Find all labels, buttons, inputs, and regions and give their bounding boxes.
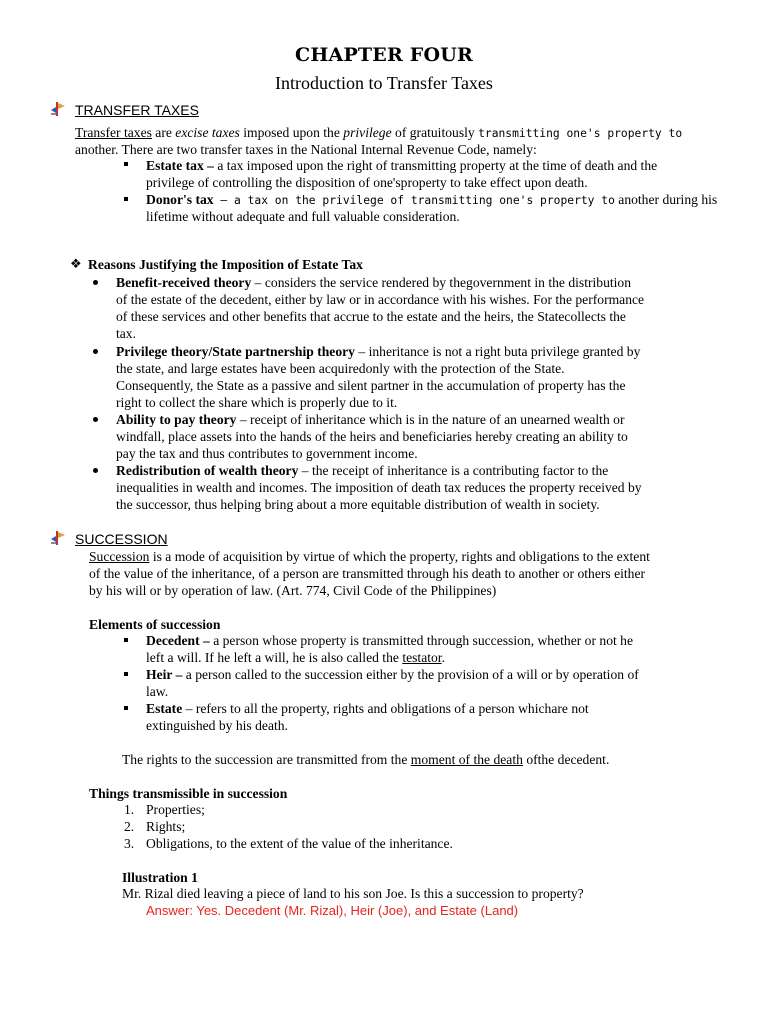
round-bullet-icon — [93, 349, 98, 354]
illustration-heading: Illustration 1 — [122, 870, 198, 885]
donors-tax-line1 — [146, 191, 717, 209]
list-number: 3. — [124, 836, 135, 851]
estate-line2: extinguished by his death. — [146, 718, 288, 733]
elements-heading: Elements of succession — [89, 617, 221, 632]
section-heading-transfer-taxes: TRANSFER TAXES — [75, 102, 199, 118]
term-succession: Succession — [89, 549, 150, 564]
intro-text-mono: transmitting one's property to — [478, 127, 683, 140]
succession-def-line1 — [89, 548, 650, 565]
reason-text: – receipt of inheritance which is in the nature of an unearned wealth or — [236, 412, 625, 427]
transfer-taxes-intro-line1 — [75, 124, 682, 142]
intro-text: imposed upon the — [239, 125, 344, 140]
section-heading-succession: SUCCESSION — [75, 531, 168, 547]
list-number: 1. — [124, 802, 135, 817]
square-bullet-icon — [124, 638, 128, 642]
reasons-heading: Reasons Justifying the Imposition of Estate Tax — [88, 257, 363, 272]
things-item-3 — [124, 835, 453, 852]
term-transfer-taxes: Transfer taxes — [75, 125, 152, 140]
intro-text: are — [151, 125, 176, 140]
estate-tax-line1 — [146, 157, 657, 174]
term-privilege-theory: Privilege theory/State partnership theory — [116, 344, 355, 359]
square-bullet-icon — [124, 197, 128, 201]
list-text: Properties; — [146, 802, 205, 817]
square-bullet-icon — [124, 162, 128, 166]
list-text: Obligations, to the extent of the value of the inheritance. — [146, 836, 453, 851]
reason-text: – inheritance is not a right buta privilege granted by — [354, 344, 641, 359]
donors-tax-text-mono: – a tax on the privilege of transmitting one's property to — [213, 194, 615, 207]
rights-sentence — [122, 751, 609, 768]
term-estate-tax: Estate tax – — [146, 158, 214, 173]
reason-ability-line3: pay the tax and thus contributes to government income. — [116, 446, 418, 461]
page-subtitle: Introduction to Transfer Taxes — [275, 73, 493, 93]
heir-line1 — [146, 666, 639, 683]
diamond-bullet-icon: ❖ — [70, 257, 82, 272]
transfer-taxes-intro-line2: another. There are two transfer taxes in the National Internal Revenue Code, namely: — [75, 142, 537, 157]
rights-text: ofthe decedent. — [522, 752, 610, 767]
illustration-question: Mr. Rizal died leaving a piece of land to his son Joe. Is this a succession to property? — [122, 886, 584, 901]
estate-line1 — [146, 700, 589, 717]
things-item-1 — [124, 801, 205, 818]
reason-ability-line1 — [116, 411, 624, 428]
term-ability-to-pay: Ability to pay theory — [116, 412, 237, 427]
estate-tax-line2: privilege of controlling the disposition of one'sproperty to take effect upon death. — [146, 175, 588, 190]
term-heir: Heir – — [146, 667, 183, 682]
list-number: 2. — [124, 819, 135, 834]
flag-arrow-icon — [50, 530, 66, 546]
reason-redistribution-line3: the successor, thus helping bring about a more equitable distribution of wealth in society. — [116, 497, 600, 512]
term-redistribution: Redistribution of wealth theory — [116, 463, 299, 478]
chapter-title: CHAPTER FOUR — [295, 44, 473, 66]
list-text: Rights; — [146, 819, 186, 834]
estate-tax-text: a tax imposed upon the right of transmitting property at the time of death and the — [213, 158, 658, 173]
heir-line2: law. — [146, 684, 169, 699]
rights-text: The rights to the succession are transmitted from the — [122, 752, 411, 767]
reason-redistribution-line2: inequalities in wealth and incomes. The imposition of death tax reduces the property received by — [116, 480, 642, 495]
reason-text: – the receipt of inheritance is a contributing factor to the — [298, 463, 609, 478]
flag-arrow-icon — [50, 101, 66, 117]
reason-benefit-line4: tax. — [116, 326, 137, 341]
reason-benefit-line2: of the estate of the decedent, either by law or in accordance with his wishes. For the performance — [116, 292, 645, 307]
term-excise-taxes: excise taxes — [175, 125, 240, 140]
reason-redistribution-line1 — [116, 462, 608, 479]
term-moment-of-death: moment of the death — [410, 752, 523, 767]
decedent-line2 — [146, 649, 445, 666]
reason-benefit-line1 — [116, 274, 631, 291]
reason-privilege-line4: right to collect the share which is properly due to it. — [116, 395, 398, 410]
reason-benefit-line3: of these services and other benefits that accrue to the estate and the heirs, the Statecollects the — [116, 309, 626, 324]
reason-privilege-line2: the state, and large estates have been acquiredonly with the protection of the State. — [116, 361, 565, 376]
decedent-text: . — [441, 650, 445, 665]
things-item-2 — [124, 818, 186, 835]
succession-def-text: is a mode of acquisition by virtue of which the property, rights and obligations to the extent — [149, 549, 650, 564]
square-bullet-icon — [124, 672, 128, 676]
term-decedent: Decedent – — [146, 633, 210, 648]
round-bullet-icon — [93, 417, 98, 422]
term-testator: testator — [402, 650, 442, 665]
succession-def-line2: of the value of the inheritance, of a person are transmitted through his death to another or others either — [89, 566, 646, 581]
term-estate: Estate — [146, 701, 183, 716]
round-bullet-icon — [93, 468, 98, 473]
term-privilege: privilege — [343, 125, 392, 140]
reason-privilege-line3: Consequently, the State as a passive and silent partner in the accumulation of property has the — [116, 378, 626, 393]
estate-text: – refers to all the property, rights and obligations of a person whichare not — [182, 701, 589, 716]
term-donors-tax: Donor's tax — [146, 192, 214, 207]
decedent-text: left a will. If he left a will, he is also called the — [146, 650, 403, 665]
term-benefit-received: Benefit-received theory — [116, 275, 252, 290]
illustration-answer: Answer: Yes. Decedent (Mr. Rizal), Heir (Joe), and Estate (Land) — [146, 903, 519, 918]
things-heading: Things transmissible in succession — [89, 786, 288, 801]
reason-privilege-line1 — [116, 343, 640, 360]
heir-text: a person called to the succession either by the provision of a will or by operation of — [182, 667, 639, 682]
decedent-text: a person whose property is transmitted through succession, whether or not he — [209, 633, 633, 648]
succession-def-line3: by his will or by operation of law. (Art. 774, Civil Code of the Philippines) — [89, 583, 497, 598]
donors-tax-text: another during his — [618, 192, 718, 207]
reason-ability-line2: windfall, place assets into the hands of the heirs and beneficiaries hereby creating an ability to — [116, 429, 628, 444]
round-bullet-icon — [93, 280, 98, 285]
reason-text: – considers the service rendered by thegovernment in the distribution — [251, 275, 632, 290]
intro-text: of gratuitously — [391, 125, 479, 140]
donors-tax-line2: lifetime without adequate and full valuable consideration. — [146, 209, 460, 224]
decedent-line1 — [146, 632, 633, 649]
square-bullet-icon — [124, 706, 128, 710]
